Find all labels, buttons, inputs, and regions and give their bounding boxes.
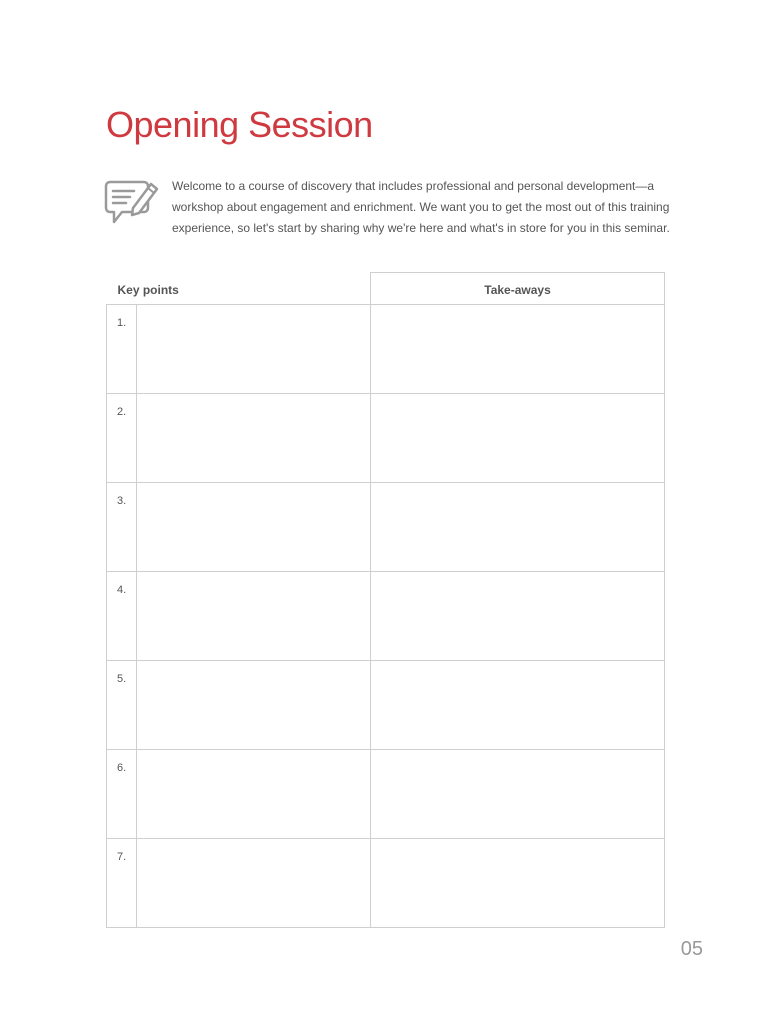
speech-bubble-pencil-icon <box>104 178 160 226</box>
intro-line: experience, so let's start by sharing why we're here and what's in store for you in this seminar. <box>172 221 670 235</box>
key-point-cell[interactable] <box>137 305 371 394</box>
row-number: 3. <box>107 483 137 572</box>
key-point-cell[interactable] <box>137 394 371 483</box>
key-point-cell[interactable] <box>137 839 371 928</box>
take-away-cell[interactable] <box>371 572 665 661</box>
page-number: 05 <box>680 938 703 960</box>
intro-line: Welcome to a course of discovery that includes professional and personal development—a <box>172 179 655 193</box>
table-row <box>107 305 665 394</box>
row-number: 5. <box>107 661 137 750</box>
key-point-cell[interactable] <box>137 750 371 839</box>
intro-line: workshop about engagement and enrichment. We want you to get the most out of this training <box>172 200 670 214</box>
row-number: 6. <box>107 750 137 839</box>
page-title: Opening Session <box>106 104 373 145</box>
table-row <box>107 750 665 839</box>
table-header-row <box>107 273 665 305</box>
key-point-cell[interactable] <box>137 483 371 572</box>
table-row <box>107 483 665 572</box>
take-away-cell[interactable] <box>371 839 665 928</box>
header-take-aways: Take-aways <box>371 273 665 305</box>
take-away-cell[interactable] <box>371 483 665 572</box>
row-number: 7. <box>107 839 137 928</box>
intro-paragraph <box>172 176 670 239</box>
take-away-cell[interactable] <box>371 661 665 750</box>
row-number: 1. <box>107 305 137 394</box>
key-point-cell[interactable] <box>137 661 371 750</box>
table-row <box>107 839 665 928</box>
key-point-cell[interactable] <box>137 572 371 661</box>
take-away-cell[interactable] <box>371 394 665 483</box>
notes-table <box>106 272 665 928</box>
take-away-cell[interactable] <box>371 750 665 839</box>
table-row <box>107 394 665 483</box>
row-number: 4. <box>107 572 137 661</box>
table-row <box>107 572 665 661</box>
row-number: 2. <box>107 394 137 483</box>
header-key-points: Key points <box>107 273 371 305</box>
table-row <box>107 661 665 750</box>
take-away-cell[interactable] <box>371 305 665 394</box>
